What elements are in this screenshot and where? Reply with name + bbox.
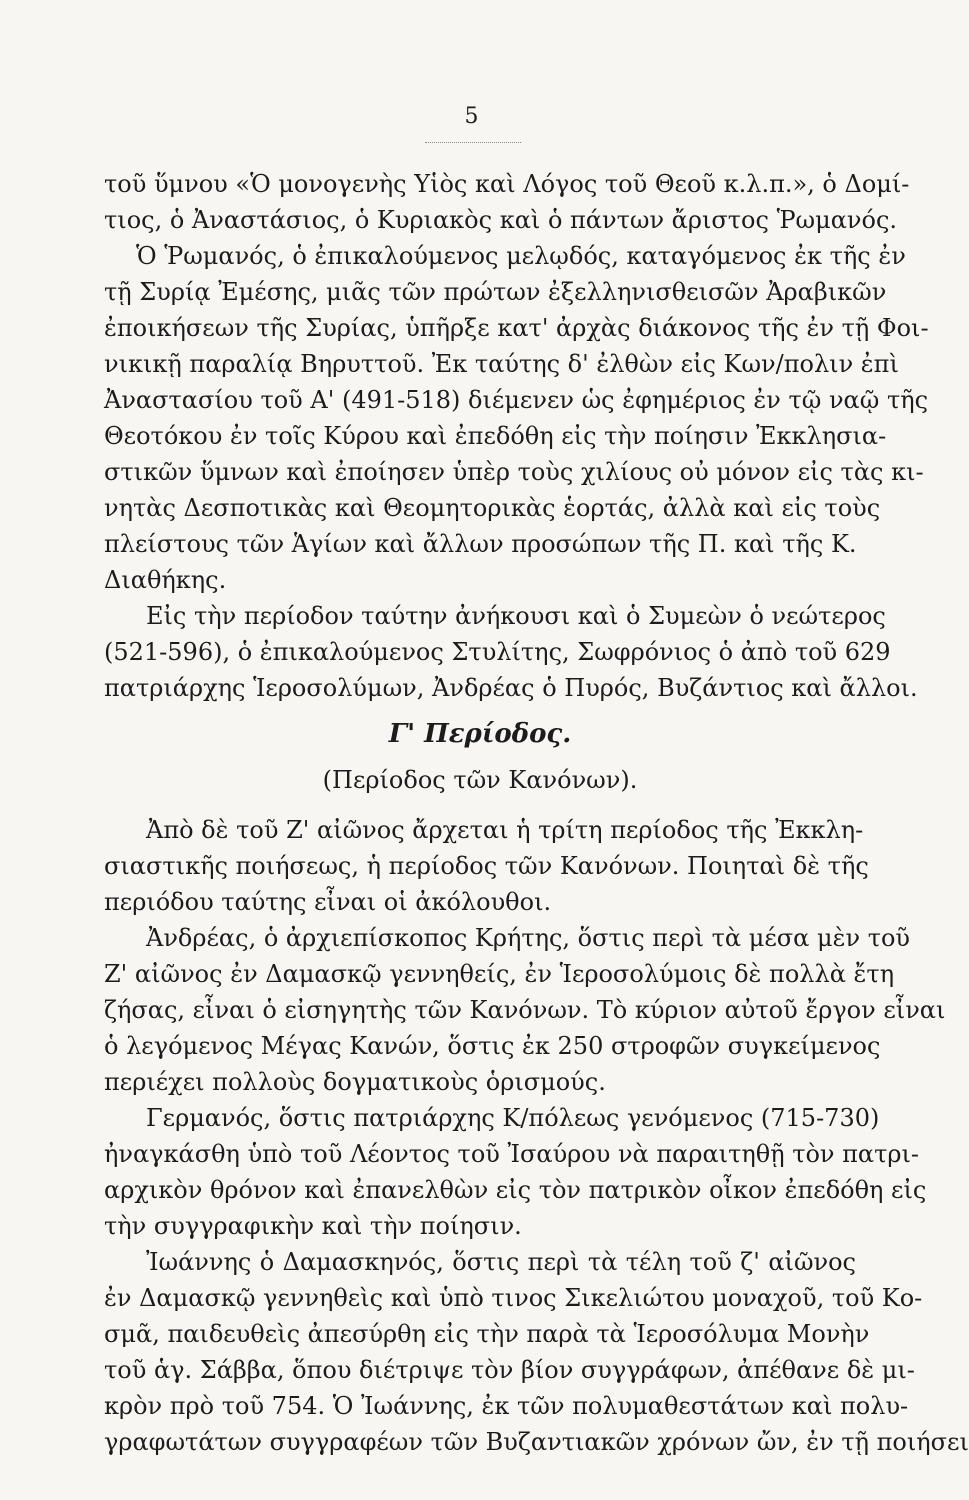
text-line: τιος, ὁ Ἀναστάσιος, ὁ Κυριακὸς καὶ ὁ πάντων ἄριστος Ῥωμανός. (104, 206, 898, 234)
text-line: Ἀνδρέας, ὁ ἀρχιεπίσκοπος Κρήτης, ὅστις περὶ τὰ μέσα μὲν τοῦ (146, 924, 911, 952)
text-line: γραφωτάτων συγγραφέων τῶν Βυζαντιακῶν χρόνων ὤν, ἐν τῇ ποιήσει (104, 1428, 969, 1456)
text-line: ἐν Δαμασκῷ γεννηθεὶς καὶ ὑπὸ τινος Σικελιώτου μοναχοῦ, τοῦ Κο- (104, 1284, 923, 1312)
text-line: Ἀναστασίου τοῦ Α' (491-518) διέμενεν ὡς ἐφημέριος ἐν τῷ ναῷ τῆς (104, 386, 929, 414)
text-line: (521-596), ὁ ἐπικαλούμενος Στυλίτης, Σωφρόνιος ὁ ἀπὸ τοῦ 629 (104, 638, 891, 666)
text-line: αρχικὸν θρόνον καὶ ἐπανελθὼν εἰς τὸν πατρικὸν οἶκον ἐπεδόθη εἰς (104, 1176, 927, 1204)
text-line: πατριάρχης Ἱεροσολύμων, Ἀνδρέας ὁ Πυρός, Βυζάντιος καὶ ἄλλοι. (104, 674, 918, 702)
text-line: Ζ' αἰῶνος ἐν Δαμασκῷ γεννηθείς, ἐν Ἱεροσολύμοις δὲ πολλὰ ἔτη (104, 960, 895, 988)
text-line: πλείστους τῶν Ἁγίων καὶ ἄλλων προσώπων τῆς Π. καὶ τῆς Κ. (104, 530, 857, 558)
page-number-rule (425, 142, 521, 143)
text-line: Διαθήκης. (104, 566, 227, 594)
text-line: Ἰωάννης ὁ Δαμασκηνός, ὅστις περὶ τὰ τέλη τοῦ ζ' αἰῶνος (146, 1248, 856, 1276)
text-line: Θεοτόκου ἐν τοῖς Κύρου καὶ ἐπεδόθη εἰς τὴν ποίησιν Ἐκκλησια- (104, 422, 887, 450)
text-line: τὴν συγγραφικὴν καὶ τὴν ποίησιν. (104, 1212, 522, 1240)
text-line: Ὁ Ῥωμανός, ὁ ἐπικαλούμενος μελῳδός, καταγόμενος ἐκ τῆς ἐν (136, 242, 906, 270)
text-line: ἠναγκάσθη ὑπὸ τοῦ Λέοντος τοῦ Ἰσαύρου νὰ παραιτηθῇ τὸν πατρι- (104, 1140, 920, 1168)
text-line: Εἰς τὴν περίοδον ταύτην ἀνήκουσι καὶ ὁ Συμεὼν ὁ νεώτερος (146, 602, 886, 630)
text-line: περιόδου ταύτης εἶναι οἱ ἀκόλουθοι. (104, 888, 552, 916)
text-line: Ἀπὸ δὲ τοῦ Ζ' αἰῶνος ἄρχεται ἡ τρίτη περίοδος τῆς Ἐκκλη- (146, 816, 864, 844)
text-line: τῇ Συρίᾳ Ἐμέσης, μιᾶς τῶν πρώτων ἐξελληνισθεισῶν Ἀραβικῶν (104, 278, 887, 306)
text-line: κρὸν πρὸ τοῦ 754. Ὁ Ἰωάννης, ἐκ τῶν πολυμαθεστάτων καὶ πολυ- (104, 1392, 909, 1420)
page-number: 5 (464, 104, 479, 129)
text-line: περιέχει πολλοὺς δογματικοὺς ὁρισμούς. (104, 1068, 606, 1096)
text-line: τοῦ ἁγ. Σάββα, ὅπου διέτριψε τὸν βίον συγγράφων, ἀπέθανε δὲ μι- (104, 1356, 915, 1384)
text-line: σιαστικῆς ποιήσεως, ἡ περίοδος τῶν Κανόνων. Ποιηταὶ δὲ τῆς (104, 852, 869, 880)
text-line: ζήσας, εἶναι ὁ εἰσηγητὴς τῶν Κανόνων. Τὸ κύριον αὐτοῦ ἔργον εἶναι (104, 996, 946, 1024)
text-line: Γερμανός, ὅστις πατριάρχης Κ/πόλεως γενόμενος (715-730) (146, 1104, 880, 1132)
section-subheading: (Περίοδος τῶν Κανόνων). (322, 766, 638, 794)
text-line: ὁ λεγόμενος Μέγας Κανών, ὅστις ἐκ 250 στροφῶν συγκείμενος (104, 1032, 881, 1060)
text-line: νικικῇ παραλίᾳ Βηρυττοῦ. Ἐκ ταύτης δ' ἐλθὼν εἰς Κων/πολιν ἐπὶ (104, 350, 899, 378)
text-line: τοῦ ὕμνου «Ὁ μονογενὴς Υἱὸς καὶ Λόγος τοῦ Θεοῦ κ.λ.π.», ὁ Δομί- (104, 170, 910, 198)
text-line: σμᾶ, παιδευθεὶς ἀπεσύρθη εἰς τὴν παρὰ τὰ Ἱεροσόλυμα Μονὴν (104, 1320, 870, 1348)
text-line: στικῶν ὕμνων καὶ ἐποίησεν ὑπὲρ τοὺς χιλίους οὐ μόνον εἰς τὰς κι- (104, 458, 924, 486)
text-line: ἐποικήσεων τῆς Συρίας, ὑπῆρξε κατ' ἀρχὰς διάκονος τῆς ἐν τῇ Φοι- (104, 314, 929, 342)
text-line: νητὰς Δεσποτικὰς καὶ Θεομητορικὰς ἑορτάς, ἀλλὰ καὶ εἰς τοὺς (104, 494, 881, 522)
section-heading: Γ' Περίοδος. (388, 719, 572, 749)
